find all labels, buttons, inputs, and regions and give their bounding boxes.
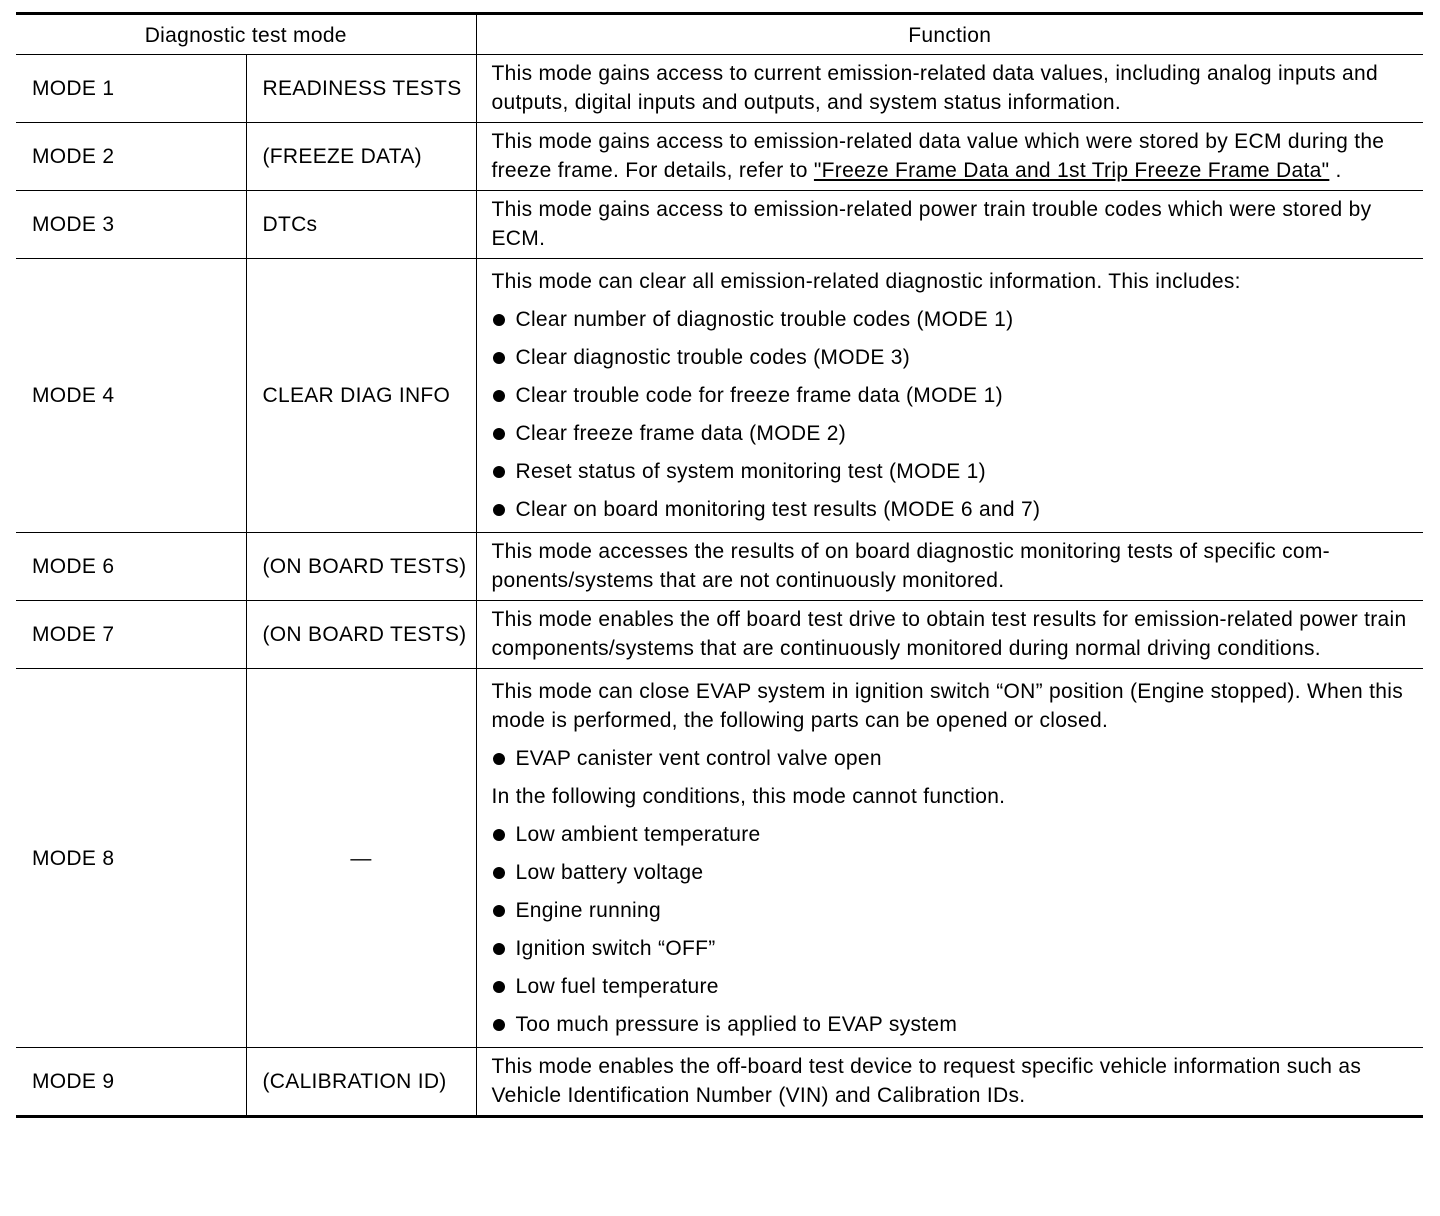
bullet-item: Reset status of system monitoring test (MODE 1) xyxy=(492,457,1416,486)
mode-name-cell: CLEAR DIAG INFO xyxy=(246,259,476,533)
diagnostic-mode-table xyxy=(16,12,1423,1118)
freeze-frame-data-link[interactable]: "Freeze Frame Data and 1st Trip Freeze Frame Data" xyxy=(813,159,1330,182)
bullet-item: Ignition switch “OFF” xyxy=(492,934,1416,963)
mode-name-cell: READINESS TESTS xyxy=(246,55,476,123)
function-text: This mode can close EVAP system in ignition switch “ON” position (Engine stopped). When this mode is performed, the following parts can be opened or closed. xyxy=(491,680,1404,732)
function-cell xyxy=(476,1048,1423,1117)
table-row-mode-7 xyxy=(16,601,1423,669)
bullet-dot-icon xyxy=(493,504,505,516)
bullet-dot-icon xyxy=(493,428,505,440)
bullet-item: Clear on board monitoring test results (MODE 6 and 7) xyxy=(492,495,1416,524)
table-row-mode-9 xyxy=(16,1048,1423,1117)
bullet-item: Clear freeze frame data (MODE 2) xyxy=(492,419,1416,448)
mode-name-cell: (ON BOARD TESTS) xyxy=(246,601,476,669)
function-cell xyxy=(476,191,1423,259)
function-cell xyxy=(476,55,1423,123)
bullet-item: EVAP canister vent control valve open xyxy=(492,744,1416,773)
mode-cell: MODE 4 xyxy=(32,384,115,407)
header-diagnostic-test-mode: Diagnostic test mode xyxy=(144,24,347,47)
bullet-item: Clear number of diagnostic trouble codes (MODE 1) xyxy=(492,305,1416,334)
bullet-item: Clear trouble code for freeze frame data (MODE 1) xyxy=(492,381,1416,410)
table-row-mode-4 xyxy=(16,259,1423,533)
function-text-pre: This mode gains access to emission-related data value which were stored by ECM during the freeze frame. For details, refer to xyxy=(491,130,1385,182)
mode-cell: MODE 2 xyxy=(32,145,115,168)
mode-name-cell: DTCs xyxy=(246,191,476,259)
bullet-dot-icon xyxy=(493,466,505,478)
function-cell xyxy=(476,601,1423,669)
bullet-dot-icon xyxy=(493,352,505,364)
bullet-dot-icon xyxy=(493,753,505,765)
table-row-mode-8 xyxy=(16,669,1423,1048)
table-row-mode-6 xyxy=(16,533,1423,601)
bullet-dot-icon xyxy=(493,905,505,917)
bullet-dot-icon xyxy=(493,1019,505,1031)
mode-name-cell: (FREEZE DATA) xyxy=(246,123,476,191)
function-text: This mode can clear all emission-related diagnostic information. This includes: xyxy=(491,270,1241,293)
bullet-dot-icon xyxy=(493,390,505,402)
function-cell xyxy=(476,533,1423,601)
table-row-mode-3 xyxy=(16,191,1423,259)
function-text-post: . xyxy=(1329,159,1342,182)
function-text: This mode gains access to emission-related power train trouble codes which were stored by ECM. xyxy=(491,198,1372,250)
function-text xyxy=(492,127,1416,185)
function-text: This mode accesses the results of on board diagnostic monitoring tests of specific com-ponents/systems that are not continuously monitored. xyxy=(491,540,1330,592)
function-text: This mode enables the off-board test device to request specific vehicle information such as Vehicle Identification Number (VIN) and Calibration IDs. xyxy=(491,1055,1362,1107)
mode-cell: MODE 3 xyxy=(32,213,115,236)
mode-cell: MODE 7 xyxy=(32,623,115,646)
bullet-item: Low battery voltage xyxy=(492,858,1416,887)
function-text: This mode enables the off board test drive to obtain test results for emission-related power train components/systems that are continuously monitored during normal driving conditions. xyxy=(491,608,1407,660)
header-function: Function xyxy=(476,14,1423,55)
bullet-item: Low fuel temperature xyxy=(492,972,1416,1001)
function-cell xyxy=(476,259,1423,533)
table-row-mode-2 xyxy=(16,123,1423,191)
table-header-row xyxy=(16,14,1423,55)
mode-name-cell: (CALIBRATION ID) xyxy=(246,1048,476,1117)
mode-name-cell: — xyxy=(246,669,476,1048)
mode-cell: MODE 6 xyxy=(32,555,115,578)
mode-name-cell: (ON BOARD TESTS) xyxy=(246,533,476,601)
bullet-item: Engine running xyxy=(492,896,1416,925)
bullet-dot-icon xyxy=(493,314,505,326)
table-row-mode-1 xyxy=(16,55,1423,123)
mode-cell: MODE 8 xyxy=(32,846,115,870)
bullet-item: Low ambient temperature xyxy=(492,820,1416,849)
function-text: In the following conditions, this mode cannot function. xyxy=(491,785,1006,808)
bullet-item: Clear diagnostic trouble codes (MODE 3) xyxy=(492,343,1416,372)
function-cell xyxy=(476,123,1423,191)
bullet-item: Too much pressure is applied to EVAP system xyxy=(492,1010,1416,1039)
bullet-dot-icon xyxy=(493,829,505,841)
function-text: This mode gains access to current emission-related data values, including analog inputs and outputs, digital inputs and outputs, and system status information. xyxy=(491,62,1378,114)
mode-cell: MODE 1 xyxy=(32,77,115,100)
function-cell xyxy=(476,669,1423,1048)
bullet-dot-icon xyxy=(493,943,505,955)
bullet-dot-icon xyxy=(493,867,505,879)
mode-cell: MODE 9 xyxy=(32,1070,115,1093)
bullet-dot-icon xyxy=(493,981,505,993)
